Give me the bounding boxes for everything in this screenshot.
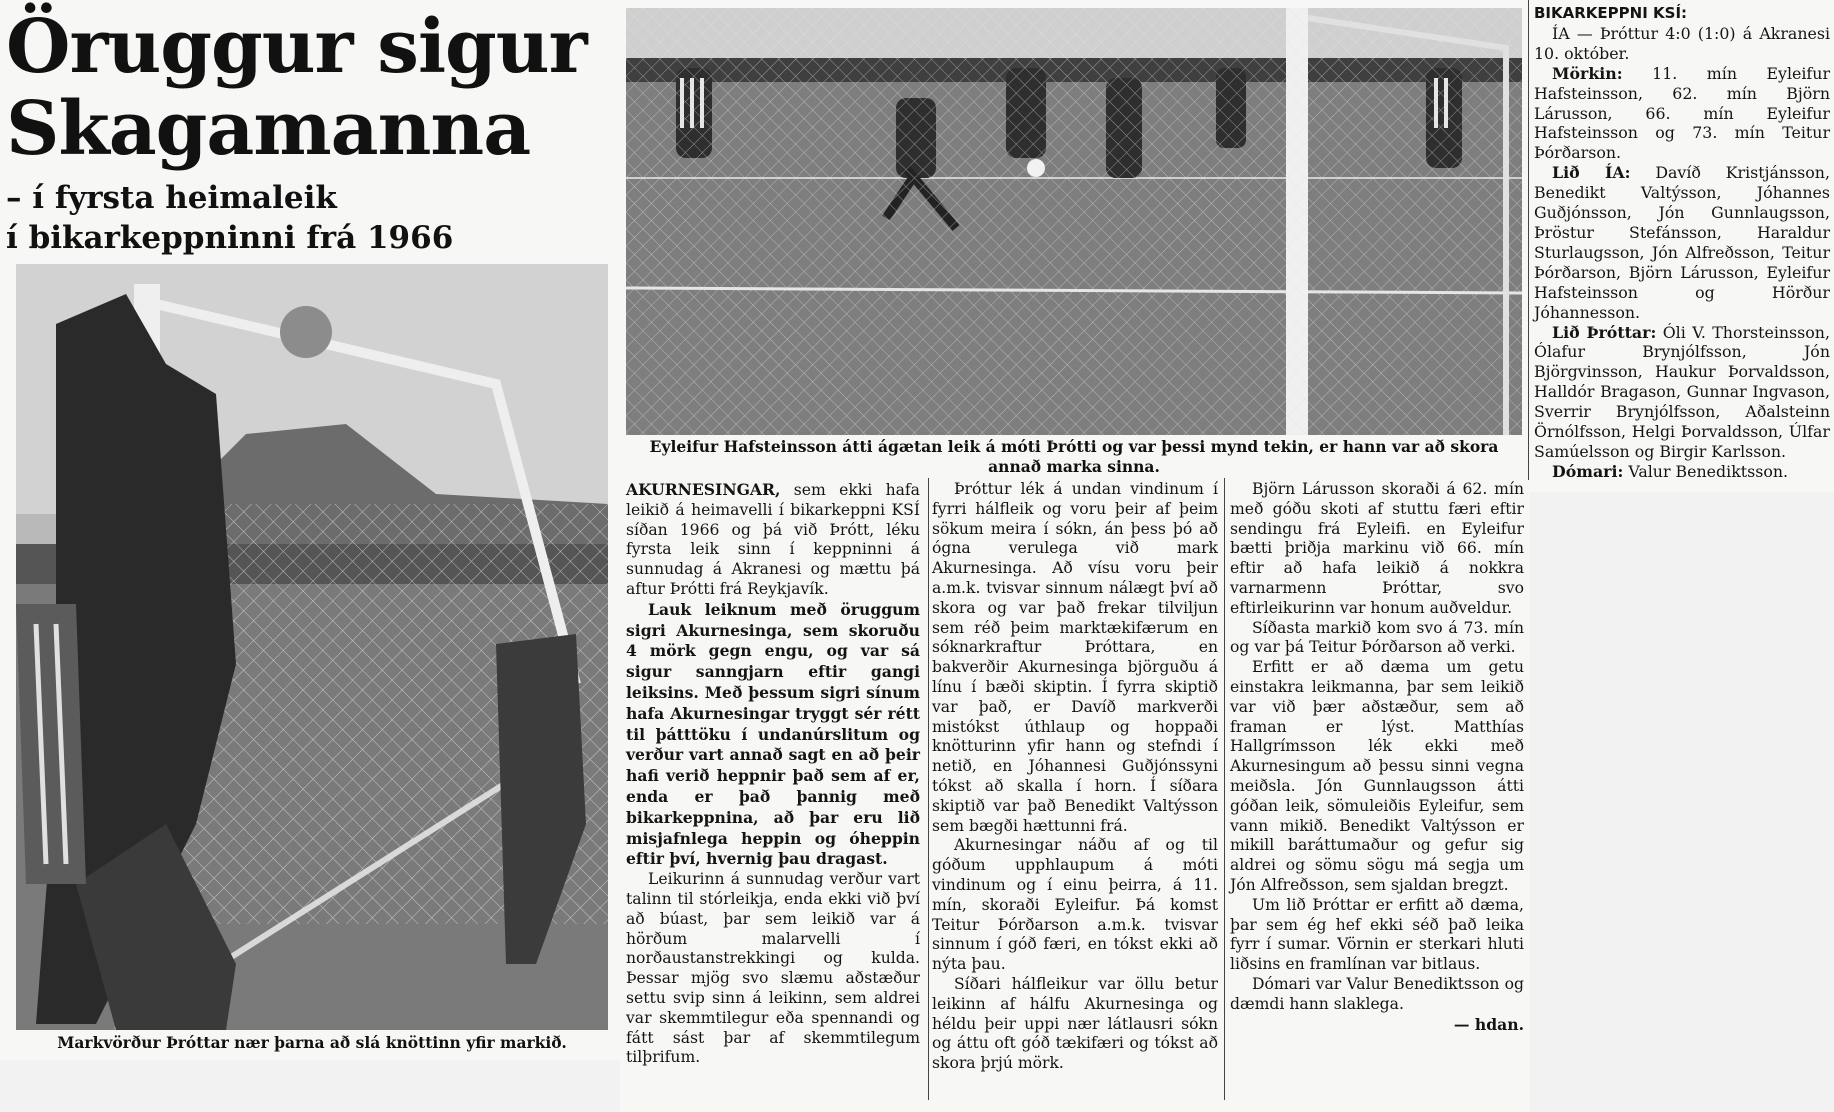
throttur-label: Lið Þróttar:: [1552, 322, 1657, 342]
match-facts-title: BIKARKEPPNI KSÍ:: [1534, 4, 1688, 22]
paragraph: Þróttur lék á undan vindinum í fyrri hálfleik og voru þeir af þeim sökum meira í sókn, án þess þó að ógna verulega við mark Akurnesinga. Að vísu voru þeir a.m.k. tvisvar sinnum nálægt því að skora og var það frekar tilviljun sem réð þeim marktækifærum en sóknarkraftur Þróttara, en bakverðir Akurnesinga björguðu á línu í bæði skiptin. Í fyrra skiptið var það, er Davíð markverði mistókst úthlaup og hoppaði knötturinn yfir hann og stefndi í netið, en Jóhannesi Guðjónssyni tókst að skalla í horn. Í síðara skiptið var það Benedikt Valtýsson sem bægði hættunni frá.: [932, 480, 1218, 835]
paragraph: [626, 600, 920, 870]
scoring-photo-caption: Eyleifur Hafsteinsson átti ágætan leik á móti Þrótti og var þessi mynd tekin, er hann var að skora annað marka sinna.: [649, 437, 1499, 476]
paragraph: Síðari hálfleikur var öllu betur leikinn af hálfu Akurnesinga og héldu þeir uppi nær látlausri sókn og áttu oft góð tækifæri og tókst að skora þrjú mörk.: [932, 974, 1218, 1073]
lead-word: AKURNESINGAR,: [626, 480, 781, 499]
article-column-2: [932, 480, 1218, 1074]
goalkeeper-photo-caption: Markvörður Þróttar nær þarna að slá knöttinn yfir markið.: [57, 1033, 567, 1052]
headline: Öruggur sigur Skagamanna: [6, 4, 587, 172]
column-divider: [928, 478, 929, 1100]
ia-lineup: [1534, 163, 1830, 322]
match-result: ÍA — Þróttur 4:0 (1:0) á Akranesi 10. október.: [1534, 23, 1830, 63]
goals-entry: [1534, 64, 1830, 164]
paragraph: Leikurinn á sunnudag verður vart talinn til stórleikja, enda ekki við því að búast, þar sem leikið var á hörðum malarvelli í norðaustanstrekkingi og kulda. Þessar mjög svo slæmu aðstæður settu svip sinn á leikinn, sem aldrei var skemmtilegur eða spennandi og fátt sást þar af skemmtilegum tilþrifum.: [626, 870, 920, 1067]
author-signature: — hdan.: [1453, 1014, 1524, 1034]
referee-label: Dómari:: [1552, 461, 1624, 481]
paragraph: Erfitt er að dæma um getu einstakra leikmanna, þar sem leikið var við þær aðstæður, sem að framan er lýst. Matthías Hallgrímsson lék ekki með Akurnesingum að þessu sinni vegna meiðsla. Jón Gunnlaugsson átti góðan leik, sömuleiðis Eyleifur, sem vann mikið. Benedikt Valtýsson er mikill baráttumaður og gefur sig aldrei og sömu sögu má segja um Jón Alfreðsson, sem sjaldan bregzt.: [1230, 658, 1524, 894]
paragraph: Um lið Þróttar er erfitt að dæma, þar sem ég hef ekki séð það leika fyrr í sumar. Vörnin er sterkari hluti liðsins en framlínan var bitlaus.: [1230, 895, 1524, 974]
paragraph: [626, 480, 920, 600]
ia-label: Lið ÍA:: [1552, 163, 1631, 183]
goals-text: 11. mín Eyleifur Hafsteinsson, 62. mín Björn Lárusson, 66. mín Eyleifur Hafsteinsson og 73. mín Teitur Þórðarson.: [1534, 63, 1830, 163]
paragraph: Dómari var Valur Benediktsson og dæmdi hann slaklega.: [1230, 974, 1524, 1013]
article-column-1: [626, 480, 920, 1068]
ia-players: Davíð Kristjánsson, Benedikt Valtýsson, Jóhannes Guðjónsson, Jón Gunnlaugsson, Þröstur Stefánsson, Haraldur Sturlaugsson, Jón Alfreðsson, Teitur Þórðarson, Björn Lárusson, Eyleifur Hafsteinsson og Hörður Jóhannesson.: [1534, 163, 1830, 322]
paragraph-text: sem ekki hafa leikið á heimavelli í bikarkeppni KSÍ síðan 1966 og þá við Þrótt, léku fyrsta leik sinn í keppninni á sunnudag á Akranesi og mættu þá aftur Þrótti frá Reykjavík.: [626, 481, 920, 598]
scoring-photo: [626, 8, 1522, 435]
paragraph: Björn Lárusson skoraði á 62. mín með góðu skoti af stuttu færi eftir sendingu frá Eyleifi. en Eyleifur bætti þriðja markinu við 66. mín eftir að hafa leikið á nokkra varnarmenn Þróttar, svo eftirleikurinn var honum auðveldur.: [1230, 480, 1524, 617]
paragraph-text: Lauk leiknum með öruggum sigri Akurnesinga, sem skoruðu 4 mörk gegn engu, og var sá sigur sanngjarn eftir gangi leiksins. Með þessum sigri sínum hafa Akurnesingar tryggt sér rétt til þátttöku í undanúrslitum og verður vart annað sagt en að þeir hafi verið heppnir það sem af er, enda er það þannig með bikarkeppnina, að þar eru lið misjafnlega heppin og óheppin eftir því, hvernig þau dragast.: [626, 599, 920, 869]
paragraph: Síðasta markið kom svo á 73. mín og var þá Teitur Þórðarson að verki.: [1230, 618, 1524, 657]
paragraph: Akurnesingar náðu af og til góðum upphlaupum á móti vindinum og í einu þeirra, á 11. mín, skoraði Eyleifur. Þá komst Teitur Þórðarson a.m.k. tvisvar sinnum í góð færi, en tókst ekki að nýta þau.: [932, 836, 1218, 974]
throttur-players: Óli V. Thorsteinsson, Ólafur Brynjólfsson, Jón Björgvinsson, Haukur Þorvaldsson, Halldór Bragason, Gunnar Ingvason, Sverrir Brynjólfsson, Aðalsteinn Örnólfsson, Helgi Þorvaldsson, Úlfar Samúelsson og Birgir Karlsson.: [1534, 322, 1830, 461]
subheadline: – í fyrsta heimaleik í bikarkeppninni frá 1966: [6, 180, 454, 256]
match-facts-box: [1534, 4, 1830, 482]
referee-entry: [1534, 462, 1830, 482]
sidebar-divider: [1528, 0, 1529, 480]
throttur-lineup: [1534, 323, 1830, 462]
goalkeeper-photo: [16, 264, 608, 1030]
referee-name: Valur Benediktsson.: [1628, 461, 1789, 481]
article-column-3: [1230, 480, 1524, 1034]
column-divider: [1224, 478, 1225, 1100]
goals-label: Mörkin:: [1552, 63, 1623, 83]
